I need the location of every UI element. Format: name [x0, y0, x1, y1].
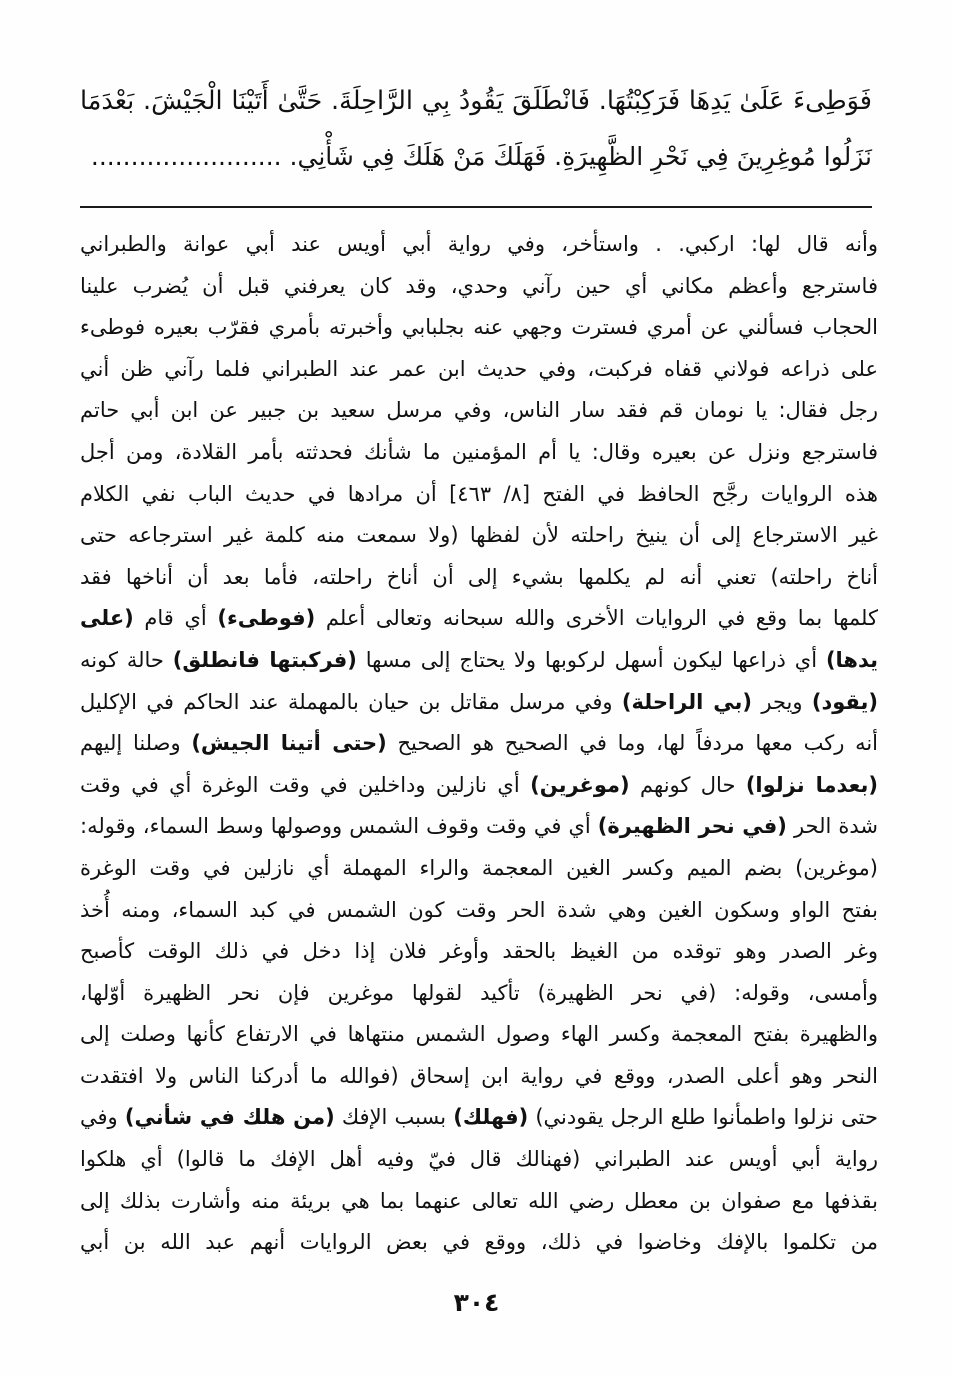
commentary-line [80, 515, 878, 557]
text-segment: على ذراعه فولاني قفاه فركبت، وفي حديث ابن عمر عند الطبراني فلما رآني ظن أني [80, 356, 878, 381]
bold-term: (يقود) [811, 689, 878, 714]
text-segment: رجل فقال: يا نومان قم فقد سار الناس، وفي مرسل سعيد بن جبير عن ابن أبي حاتم [80, 398, 878, 423]
text-segment: أنه ركب معها مردفاً لها، وما في الصحيح هو الصحيح [386, 731, 879, 756]
commentary-line [80, 723, 878, 765]
page-number: ٣٠٤ [453, 1288, 500, 1317]
text-segment: أناخ راحلته) تعني أنه لم يكلمها بشيء إلى أن أناخ راحلته، فأما بعد أن أناخها فقد [80, 564, 878, 589]
text-segment: من تكلموا بالإفك وخاضوا في ذلك، ووقع في بعض الروايات أنهم عبد الله بن أبي [80, 1230, 878, 1255]
text-segment: وأمسى، وقوله: (في نحر الظهيرة) تأكيد لقولها موغرين فإن نحر الظهيرة أوّلها، [80, 980, 878, 1005]
commentary-block [80, 224, 878, 1264]
commentary-line [80, 557, 878, 599]
text-segment: وفي [80, 1105, 125, 1130]
text-segment: الحجاب فسألني عن أمري فسترت وجهي عنه بجلبابي وأخبرته بأمري فقرّب بعيره فوطىء [80, 315, 878, 340]
separator-rule [80, 206, 872, 208]
bold-term: (موغرين) [530, 772, 630, 797]
commentary-line [80, 598, 878, 640]
commentary-line [80, 1056, 878, 1098]
text-segment: وغر الصدر وهو توقده من الغيظ بالحقد وأوغر فلان إذا دخل في ذلك الوقت كأصبح [80, 939, 878, 964]
text-segment: فاسترجع وأعظم مكاني أي حين رآني وحدي، وقد كان يعرفني قبل أن يُضرب علينا [80, 273, 878, 298]
text-segment: وأنه قال لها: اركبي. . واستأخر، وفي رواية أبي أويس عند أبي عوانة والطبراني [80, 232, 878, 256]
bold-term: (على [80, 606, 134, 631]
text-segment: بفتح الواو وسكون الغين وهي شدة الحر وقت كون الشمس في كبد السماء، ومنه أُخذ [80, 897, 878, 922]
bold-term: (فركبتها فانطلق) [172, 647, 357, 672]
commentary-line [80, 432, 878, 474]
text-segment: فاسترجع ونزل عن بعيره وقال: يا أم المؤمنين ما شأنك فحدثته بأمر القلادة، ومن أجل [80, 439, 878, 464]
text-segment: كلمها بما وقع في الروايات الأخرى والله سبحانه وتعالى أعلم [315, 606, 878, 631]
commentary-line [80, 640, 878, 682]
text-segment: أي ذراعها ليكون أسهل لركوبها ولا يحتاج إلى مسها [356, 647, 826, 672]
bold-term: (بي الراحلة) [621, 689, 753, 714]
text-segment: (موغرين) بضم الميم وكسر الغين المعجمة والراء المهملة أي نازلين في وقت الوغرة [80, 855, 878, 880]
commentary-line [80, 765, 878, 807]
bold-term: (فهلك) [453, 1105, 529, 1130]
text-segment: والظهيرة بفتح المعجمة وكسر الهاء وصول الشمس منتهاها في الارتفاع كأنها وصلت إلى [80, 1022, 878, 1047]
commentary-line [80, 931, 878, 973]
bold-term: (بعدما نزلوا) [745, 772, 878, 797]
text-segment: حال كونهم [629, 772, 746, 797]
commentary-line [80, 390, 878, 432]
text-segment: هذه الروايات رجَّح الحافظ في الفتح [٨/ ٤٦٣] أن مرادها في حديث الباب نفي الكلام [80, 481, 878, 506]
commentary-line [80, 349, 878, 391]
bold-term: (حتى أتينا الجيش) [191, 731, 387, 756]
text-segment: بقذفها مع صفوان بن معطل رضي الله تعالى عنهما بما هي بريئة منه وأشارت بذلك إلى [80, 1188, 878, 1213]
commentary-line [80, 1139, 878, 1181]
text-segment: بسبب الإفك [334, 1105, 454, 1130]
text-segment: أي نازلين وداخلين في وقت الوغرة أي في وقت [80, 772, 531, 797]
matn-block [80, 74, 872, 184]
commentary-line [80, 848, 878, 890]
text-segment: وفي مرسل مقاتل بن حيان بالمهملة عند الحاكم في الإكليل [80, 689, 622, 714]
matn-line: نَزَلُوا مُوغِرِينَ فِي نَحْرِ الظَّهِيرَةِ. فَهَلَكَ مَنْ هَلَكَ فِي شَأْنِي. ........................ [90, 142, 872, 171]
commentary-line [80, 1181, 878, 1223]
commentary-line [80, 806, 878, 848]
text-segment: حتى نزلوا واطمأنوا طلع الرجل يقودني) [528, 1105, 878, 1130]
commentary-line [80, 973, 878, 1015]
text-segment: وصلنا إليهم [80, 731, 192, 756]
text-segment: ويجر [752, 689, 812, 714]
commentary-line [80, 1222, 878, 1264]
bold-term: (من هلك في شأني) [124, 1105, 335, 1130]
commentary-line [80, 682, 878, 724]
text-segment: شدة الحر [786, 814, 878, 839]
commentary-line [80, 1097, 878, 1139]
text-segment: النحر وهو أعلى الصدر، ووقع في رواية ابن إسحاق (فوالله ما أدركنا الناس ولا افتقدت [80, 1063, 878, 1088]
text-segment: رواية أبي أويس عند الطبراني (فهنالك قال فيّ وفيه أهل الإفك ما قالوا) أي هلكوا [80, 1147, 878, 1172]
bold-term: يدها) [825, 647, 879, 672]
text-segment: أي قام [133, 606, 218, 631]
commentary-line [80, 1014, 878, 1056]
matn-line: فَوَطِىءَ عَلَىٰ يَدِهَا فَرَكِبْتُهَا. فَانْطَلَقَ يَقُودُ بِي الرَّاحِلَةَ. حَتَّىٰ أَتَيْنَا الْجَيْشَ. بَعْدَمَا [80, 86, 872, 116]
commentary-line [80, 266, 878, 308]
text-segment: أي في وقت وقوف الشمس ووصولها وسط السماء، وقوله: [80, 814, 598, 839]
bold-term: (في نحر الظهيرة) [597, 814, 787, 839]
commentary-line [80, 474, 878, 516]
commentary-line [80, 890, 878, 932]
commentary-line [80, 224, 878, 266]
bold-term: (فوطىء) [217, 606, 316, 631]
text-segment: حالة كونه [80, 647, 173, 672]
text-segment: غير الاسترجاع إلى أن ينيخ راحلته لأن لفظها (ولا سمعت منه كلمة غير استرجاعه حتى [80, 523, 878, 548]
commentary-line [80, 307, 878, 349]
